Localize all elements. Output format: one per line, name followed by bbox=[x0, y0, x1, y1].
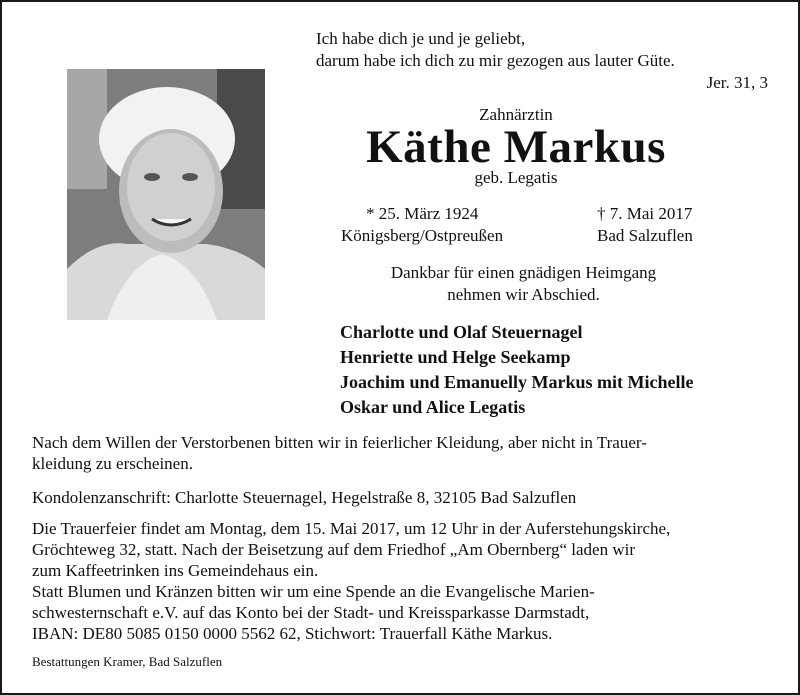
portrait-image bbox=[67, 69, 265, 320]
service-line: Statt Blumen und Kränzen bitten wir um eine Spende an die Evangelische Marien- bbox=[32, 582, 595, 601]
mourner-entry: Joachim und Emanuelly Markus mit Michelle bbox=[340, 372, 694, 392]
farewell-line: nehmen wir Abschied. bbox=[447, 285, 600, 304]
mourners-list bbox=[340, 320, 694, 420]
service-line: IBAN: DE80 5085 0150 0000 5562 62, Stichwort: Trauerfall Käthe Markus. bbox=[32, 624, 553, 643]
verse-line: Ich habe dich je und je geliebt, bbox=[316, 29, 526, 48]
death-date: † 7. Mai 2017 bbox=[597, 204, 693, 223]
mourner-entry: Oskar und Alice Legatis bbox=[340, 397, 526, 417]
service-line: Gröchteweg 32, statt. Nach der Beisetzung auf dem Friedhof „Am Obernberg“ laden wir bbox=[32, 540, 635, 559]
verse-reference: Jer. 31, 3 bbox=[706, 73, 768, 92]
verse-line: darum habe ich dich zu mir gezogen aus lauter Güte. bbox=[316, 51, 675, 70]
birth-date: * 25. März 1924 bbox=[366, 204, 479, 223]
clothing-request bbox=[32, 432, 772, 474]
condolence-address: Kondolenzanschrift: Charlotte Steuernagel, Hegelstraße 8, 32105 Bad Salzuflen bbox=[32, 488, 577, 507]
service-line: schwesternschaft e.V. auf das Konto bei der Stadt- und Kreissparkasse Darmstadt, bbox=[32, 603, 590, 622]
service-line: Die Trauerfeier findet am Montag, dem 15. Mai 2017, um 12 Uhr in der Auferstehungskirche, bbox=[32, 519, 671, 538]
deceased-profession: Zahnärztin bbox=[479, 105, 553, 124]
mourner-entry: Charlotte und Olaf Steuernagel bbox=[340, 322, 583, 342]
portrait-photo bbox=[67, 69, 265, 320]
funeral-home: Bestattungen Kramer, Bad Salzuflen bbox=[32, 654, 223, 669]
deceased-name: Käthe Markus bbox=[366, 121, 666, 173]
clothing-line: Nach dem Willen der Verstorbenen bitten wir in feierlicher Kleidung, aber nicht in Trauer- bbox=[32, 433, 647, 452]
mourner-entry: Henriette und Helge Seekamp bbox=[340, 347, 571, 367]
bible-verse bbox=[316, 28, 675, 72]
clothing-line: kleidung zu erscheinen. bbox=[32, 454, 193, 473]
birth-place: Königsberg/Ostpreußen bbox=[341, 226, 504, 245]
farewell-line: Dankbar für einen gnädigen Heimgang bbox=[390, 263, 657, 282]
service-line: zum Kaffeetrinken ins Gemeindehaus ein. bbox=[32, 561, 319, 580]
farewell-text bbox=[316, 262, 731, 306]
death-place: Bad Salzuflen bbox=[597, 226, 693, 245]
service-details bbox=[32, 518, 772, 644]
deceased-birth-name: geb. Legatis bbox=[474, 168, 558, 187]
